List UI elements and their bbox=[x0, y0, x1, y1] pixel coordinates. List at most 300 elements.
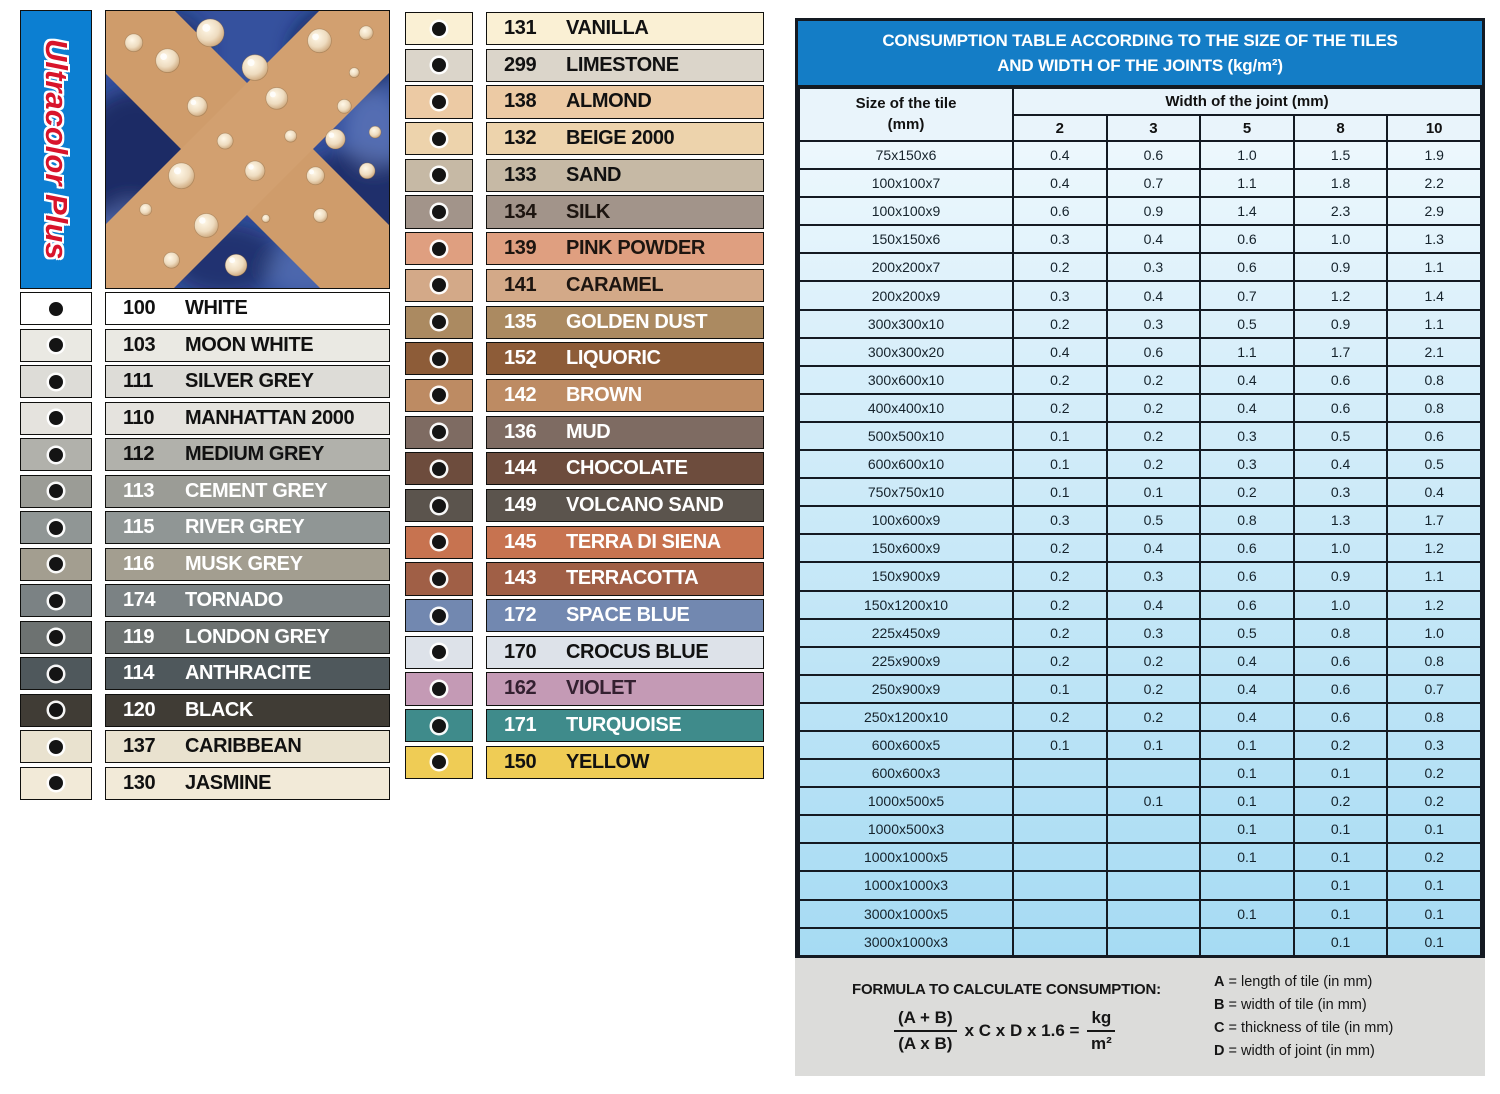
color-swatch bbox=[405, 49, 473, 82]
color-code: 174 bbox=[123, 589, 156, 611]
tile-size-cell: 1000x1000x5 bbox=[799, 843, 1013, 871]
table-row bbox=[799, 591, 1481, 619]
color-row bbox=[20, 584, 390, 617]
color-row bbox=[405, 159, 764, 192]
consumption-value-cell: 1.7 bbox=[1294, 338, 1388, 366]
consumption-value-cell: 0.6 bbox=[1200, 562, 1294, 590]
consumption-value-cell: 0.7 bbox=[1387, 675, 1481, 703]
color-swatch bbox=[20, 694, 92, 727]
color-name-cell bbox=[486, 746, 764, 779]
table-row bbox=[799, 843, 1481, 871]
table-row bbox=[799, 197, 1481, 225]
consumption-value-cell: 0.3 bbox=[1013, 225, 1107, 253]
color-list-warm-range bbox=[405, 12, 764, 782]
consumption-value-cell: 0.6 bbox=[1200, 225, 1294, 253]
color-row bbox=[405, 379, 764, 412]
color-swatch bbox=[20, 365, 92, 398]
bullet-dot-icon bbox=[432, 315, 446, 329]
bullet-dot-icon bbox=[49, 703, 63, 717]
color-name: VIOLET bbox=[566, 677, 636, 700]
color-code: 149 bbox=[504, 494, 537, 517]
color-name: CHOCOLATE bbox=[566, 457, 688, 480]
color-name: SAND bbox=[566, 163, 622, 186]
consumption-value-cell: 0.6 bbox=[1107, 141, 1201, 169]
bullet-dot-icon bbox=[49, 630, 63, 644]
color-name-cell bbox=[105, 329, 390, 362]
color-row bbox=[20, 621, 390, 654]
color-name-cell bbox=[105, 694, 390, 727]
table-row bbox=[799, 281, 1481, 309]
consumption-value-cell: 0.2 bbox=[1013, 310, 1107, 338]
consumption-value-cell: 0.7 bbox=[1107, 169, 1201, 197]
consumption-table bbox=[795, 18, 1485, 960]
consumption-value-cell: 0.4 bbox=[1013, 169, 1107, 197]
consumption-value-cell: 0.3 bbox=[1294, 478, 1388, 506]
consumption-value-cell: 0.2 bbox=[1107, 366, 1201, 394]
bullet-dot-icon bbox=[432, 205, 446, 219]
consumption-value-cell: 0.2 bbox=[1387, 843, 1481, 871]
color-row bbox=[20, 730, 390, 763]
color-name: LIQUORIC bbox=[566, 347, 661, 370]
consumption-value-cell: 0.1 bbox=[1387, 871, 1481, 899]
consumption-value-cell: 0.3 bbox=[1387, 731, 1481, 759]
color-row bbox=[20, 694, 390, 727]
color-code: 142 bbox=[504, 383, 537, 406]
color-name-cell bbox=[105, 657, 390, 690]
consumption-value-cell: 0.2 bbox=[1013, 703, 1107, 731]
color-name: TURQUOISE bbox=[566, 714, 682, 737]
bullet-dot-icon bbox=[432, 755, 446, 769]
consumption-value-cell: 0.1 bbox=[1294, 815, 1388, 843]
bullet-dot-icon bbox=[432, 719, 446, 733]
consumption-table-title bbox=[798, 21, 1482, 87]
color-name: MOON WHITE bbox=[185, 333, 314, 356]
color-row bbox=[20, 657, 390, 690]
consumption-value-cell bbox=[1013, 900, 1107, 928]
consumption-value-cell: 0.1 bbox=[1387, 928, 1481, 956]
table-row bbox=[799, 253, 1481, 281]
color-row bbox=[405, 636, 764, 669]
joint-width-10: 10 bbox=[1387, 115, 1481, 141]
color-name-cell bbox=[486, 306, 764, 339]
formula-fraction: $\frac{(A + B)}{\text{(A x B)}}$ bbox=[894, 1008, 957, 1054]
consumption-value-cell: 0.4 bbox=[1387, 478, 1481, 506]
table-row bbox=[799, 478, 1481, 506]
consumption-value-cell: 0.3 bbox=[1013, 506, 1107, 534]
joint-width-header: Width of the joint (mm) bbox=[1013, 88, 1481, 115]
consumption-value-cell: 0.2 bbox=[1107, 422, 1201, 450]
consumption-value-cell bbox=[1013, 815, 1107, 843]
color-name-cell bbox=[105, 511, 390, 544]
color-swatch bbox=[405, 159, 473, 192]
table-row bbox=[799, 928, 1481, 956]
tile-size-cell: 100x600x9 bbox=[799, 506, 1013, 534]
color-name-cell bbox=[486, 195, 764, 228]
consumption-value-cell: 0.1 bbox=[1107, 787, 1201, 815]
table-row bbox=[799, 450, 1481, 478]
color-code: 150 bbox=[504, 750, 537, 773]
consumption-value-cell: 0.5 bbox=[1294, 422, 1388, 450]
color-name-cell bbox=[105, 621, 390, 654]
consumption-value-cell: 1.2 bbox=[1387, 534, 1481, 562]
color-swatch bbox=[405, 636, 473, 669]
consumption-value-cell bbox=[1107, 900, 1201, 928]
consumption-value-cell: 0.1 bbox=[1107, 478, 1201, 506]
color-swatch bbox=[20, 730, 92, 763]
joint-width-3: 3 bbox=[1107, 115, 1201, 141]
consumption-value-cell: 0.4 bbox=[1200, 366, 1294, 394]
consumption-value-cell: 1.8 bbox=[1294, 169, 1388, 197]
consumption-value-cell: 0.6 bbox=[1294, 394, 1388, 422]
color-name: YELLOW bbox=[566, 750, 650, 773]
table-row bbox=[799, 169, 1481, 197]
tile-size-cell: 150x1200x10 bbox=[799, 591, 1013, 619]
consumption-value-cell: 0.2 bbox=[1107, 647, 1201, 675]
color-name-cell bbox=[105, 438, 390, 471]
color-name: TERRA DI SIENA bbox=[566, 530, 721, 553]
consumption-value-cell: 0.2 bbox=[1387, 759, 1481, 787]
color-code: 119 bbox=[123, 625, 155, 648]
color-name: CARIBBEAN bbox=[185, 735, 302, 757]
color-code: 103 bbox=[123, 333, 156, 356]
color-row bbox=[20, 292, 390, 325]
size-column-header: Size of the tile (mm) bbox=[799, 88, 1013, 141]
color-code: 152 bbox=[504, 347, 537, 370]
bullet-dot-icon bbox=[432, 609, 446, 623]
color-row bbox=[405, 489, 764, 522]
table-row bbox=[799, 422, 1481, 450]
consumption-table-body bbox=[799, 141, 1481, 956]
consumption-value-cell: 0.1 bbox=[1013, 450, 1107, 478]
consumption-value-cell: 1.1 bbox=[1200, 338, 1294, 366]
color-name: PINK POWDER bbox=[566, 237, 705, 260]
color-name-cell bbox=[486, 416, 764, 449]
color-code: 112 bbox=[123, 443, 155, 465]
consumption-value-cell: 0.6 bbox=[1294, 675, 1388, 703]
product-photo bbox=[105, 10, 390, 289]
tile-size-cell: 300x600x10 bbox=[799, 366, 1013, 394]
table-row bbox=[799, 534, 1481, 562]
color-name-cell bbox=[105, 548, 390, 581]
color-code: 299 bbox=[504, 53, 537, 76]
color-code: 132 bbox=[504, 127, 537, 150]
consumption-value-cell: 1.9 bbox=[1387, 141, 1481, 169]
bullet-dot-icon bbox=[49, 557, 63, 571]
color-name: GOLDEN DUST bbox=[566, 310, 708, 333]
consumption-value-cell: 0.1 bbox=[1200, 787, 1294, 815]
consumption-value-cell: 0.8 bbox=[1294, 619, 1388, 647]
color-swatch bbox=[405, 195, 473, 228]
consumption-value-cell: 0.5 bbox=[1200, 619, 1294, 647]
bullet-dot-icon bbox=[432, 132, 446, 146]
consumption-value-cell: 0.1 bbox=[1013, 731, 1107, 759]
color-name-cell bbox=[486, 709, 764, 742]
consumption-value-cell: 0.1 bbox=[1387, 900, 1481, 928]
color-code: 145 bbox=[504, 530, 537, 553]
legend-line: B = width of tile (in mm) bbox=[1214, 996, 1367, 1013]
color-row bbox=[405, 269, 764, 302]
consumption-value-cell: 0.3 bbox=[1107, 310, 1201, 338]
color-row bbox=[20, 402, 390, 435]
title-line-1: CONSUMPTION TABLE ACCORDING TO THE SIZE OF THE TILES bbox=[882, 30, 1398, 50]
legend-line: A = length of tile (in mm) bbox=[1214, 973, 1373, 990]
consumption-value-cell: 0.1 bbox=[1294, 871, 1388, 899]
brand-name: Ultracolor Plus bbox=[39, 39, 74, 260]
brand-banner bbox=[20, 10, 92, 289]
consumption-value-cell: 1.4 bbox=[1387, 281, 1481, 309]
consumption-value-cell: 0.3 bbox=[1200, 422, 1294, 450]
consumption-value-cell: 0.1 bbox=[1013, 478, 1107, 506]
consumption-value-cell: 0.2 bbox=[1013, 619, 1107, 647]
consumption-value-cell: 1.3 bbox=[1387, 225, 1481, 253]
color-name: MUSK GREY bbox=[185, 552, 303, 575]
color-name-cell bbox=[486, 269, 764, 302]
color-name: MANHATTAN 2000 bbox=[185, 406, 355, 429]
table-row bbox=[799, 506, 1481, 534]
tile-size-cell: 250x900x9 bbox=[799, 675, 1013, 703]
color-name-cell bbox=[105, 584, 390, 617]
color-name: BLACK bbox=[185, 698, 253, 721]
consumption-value-cell: 0.3 bbox=[1013, 281, 1107, 309]
tile-size-cell: 1000x500x3 bbox=[799, 815, 1013, 843]
consumption-value-cell: 1.1 bbox=[1200, 169, 1294, 197]
table-row bbox=[799, 366, 1481, 394]
bullet-dot-icon bbox=[432, 95, 446, 109]
tile-size-cell: 750x750x10 bbox=[799, 478, 1013, 506]
consumption-value-cell: 0.5 bbox=[1107, 506, 1201, 534]
color-name-cell bbox=[486, 599, 764, 632]
consumption-value-cell: 0.2 bbox=[1013, 562, 1107, 590]
bullet-dot-icon bbox=[432, 352, 446, 366]
consumption-value-cell: 0.2 bbox=[1387, 787, 1481, 815]
color-name: JASMINE bbox=[185, 771, 272, 794]
color-name: WHITE bbox=[185, 297, 248, 319]
color-name: LIMESTONE bbox=[566, 53, 679, 76]
consumption-value-cell: 0.1 bbox=[1013, 422, 1107, 450]
color-code: 144 bbox=[504, 457, 537, 480]
consumption-value-cell: 1.3 bbox=[1294, 506, 1388, 534]
table-row bbox=[799, 562, 1481, 590]
color-name: TORNADO bbox=[185, 589, 283, 611]
color-row bbox=[20, 438, 390, 471]
consumption-value-cell: 0.1 bbox=[1387, 815, 1481, 843]
color-name: BEIGE 2000 bbox=[566, 127, 675, 150]
color-swatch bbox=[405, 526, 473, 559]
color-code: 134 bbox=[504, 200, 537, 223]
table-row bbox=[799, 310, 1481, 338]
consumption-value-cell: 0.4 bbox=[1013, 141, 1107, 169]
color-code: 138 bbox=[504, 90, 537, 113]
consumption-value-cell: 0.2 bbox=[1107, 703, 1201, 731]
consumption-value-cell: 0.2 bbox=[1294, 787, 1388, 815]
color-swatch bbox=[20, 548, 92, 581]
consumption-value-cell: 0.2 bbox=[1107, 675, 1201, 703]
color-name-cell bbox=[486, 342, 764, 375]
consumption-value-cell: 0.3 bbox=[1107, 253, 1201, 281]
legend-line: C = thickness of tile (in mm) bbox=[1214, 1020, 1394, 1036]
table-row bbox=[799, 759, 1481, 787]
consumption-value-cell: 1.7 bbox=[1387, 506, 1481, 534]
consumption-value-cell bbox=[1013, 871, 1107, 899]
consumption-value-cell: 0.6 bbox=[1294, 703, 1388, 731]
table-row bbox=[799, 815, 1481, 843]
color-name-cell bbox=[486, 636, 764, 669]
consumption-value-cell: 0.8 bbox=[1387, 366, 1481, 394]
consumption-value-cell: 0.4 bbox=[1107, 591, 1201, 619]
table-row bbox=[799, 787, 1481, 815]
color-name-cell bbox=[105, 292, 390, 325]
consumption-value-cell: 1.1 bbox=[1387, 562, 1481, 590]
color-row bbox=[405, 49, 764, 82]
bullet-dot-icon bbox=[432, 572, 446, 586]
color-row bbox=[405, 12, 764, 45]
tile-size-cell: 150x600x9 bbox=[799, 534, 1013, 562]
consumption-value-cell: 0.2 bbox=[1294, 731, 1388, 759]
color-swatch bbox=[405, 452, 473, 485]
color-row bbox=[405, 709, 764, 742]
consumption-value-cell: 0.4 bbox=[1200, 675, 1294, 703]
color-row bbox=[405, 342, 764, 375]
table-row bbox=[799, 731, 1481, 759]
consumption-value-cell: 1.0 bbox=[1294, 591, 1388, 619]
bullet-dot-icon bbox=[432, 425, 446, 439]
formula-box bbox=[795, 958, 1485, 1076]
bullet-dot-icon bbox=[432, 535, 446, 549]
color-name: MUD bbox=[566, 420, 611, 443]
consumption-value-cell: 0.4 bbox=[1013, 338, 1107, 366]
color-row bbox=[405, 195, 764, 228]
color-swatch bbox=[405, 709, 473, 742]
formula-section bbox=[852, 981, 1192, 1054]
color-swatch bbox=[405, 122, 473, 155]
consumption-value-cell: 0.3 bbox=[1107, 619, 1201, 647]
tile-size-cell: 500x500x10 bbox=[799, 422, 1013, 450]
color-code: 139 bbox=[504, 237, 537, 260]
bullet-dot-icon bbox=[432, 388, 446, 402]
consumption-value-cell: 0.2 bbox=[1013, 647, 1107, 675]
color-code: 110 bbox=[123, 406, 155, 429]
consumption-value-cell bbox=[1013, 843, 1107, 871]
consumption-value-cell: 1.0 bbox=[1294, 534, 1388, 562]
color-swatch bbox=[20, 584, 92, 617]
color-code: 120 bbox=[123, 698, 156, 721]
color-name: MEDIUM GREY bbox=[185, 443, 324, 465]
consumption-value-cell: 0.7 bbox=[1200, 281, 1294, 309]
color-row bbox=[405, 746, 764, 779]
color-code: 135 bbox=[504, 310, 537, 333]
color-name-cell bbox=[486, 489, 764, 522]
color-code: 170 bbox=[504, 640, 537, 663]
consumption-value-cell: 1.0 bbox=[1294, 225, 1388, 253]
formula-heading: FORMULA TO CALCULATE CONSUMPTION: bbox=[852, 980, 1161, 998]
color-swatch bbox=[20, 767, 92, 800]
consumption-value-cell: 1.0 bbox=[1387, 619, 1481, 647]
color-code: 116 bbox=[123, 552, 155, 575]
consumption-value-cell: 0.6 bbox=[1200, 253, 1294, 281]
color-row bbox=[405, 672, 764, 705]
joint-width-2: 2 bbox=[1013, 115, 1107, 141]
color-name-cell bbox=[486, 452, 764, 485]
color-code: 130 bbox=[123, 771, 156, 794]
consumption-value-cell: 0.6 bbox=[1294, 366, 1388, 394]
color-swatch bbox=[20, 292, 92, 325]
consumption-value-cell: 0.4 bbox=[1200, 703, 1294, 731]
color-name: CEMENT GREY bbox=[185, 479, 328, 502]
color-swatch bbox=[405, 562, 473, 595]
color-row bbox=[20, 475, 390, 508]
bullet-dot-icon bbox=[49, 448, 63, 462]
color-name-cell bbox=[486, 159, 764, 192]
consumption-value-cell: 0.1 bbox=[1200, 815, 1294, 843]
bullet-dot-icon bbox=[49, 776, 63, 790]
consumption-value-cell: 2.9 bbox=[1387, 197, 1481, 225]
consumption-value-cell: 0.1 bbox=[1294, 928, 1388, 956]
color-row bbox=[20, 511, 390, 544]
color-name-cell bbox=[486, 122, 764, 155]
consumption-value-cell: 0.8 bbox=[1387, 703, 1481, 731]
title-line-2: AND WIDTH OF THE JOINTS (kg/m²) bbox=[997, 56, 1283, 75]
color-name: CARAMEL bbox=[566, 273, 664, 296]
consumption-value-cell: 0.6 bbox=[1107, 338, 1201, 366]
tile-size-cell: 600x600x10 bbox=[799, 450, 1013, 478]
color-name-cell bbox=[105, 730, 390, 763]
consumption-value-cell: 0.4 bbox=[1200, 394, 1294, 422]
color-swatch bbox=[405, 672, 473, 705]
color-code: 111 bbox=[123, 370, 153, 392]
consumption-value-cell: 0.6 bbox=[1200, 534, 1294, 562]
consumption-value-cell: 0.1 bbox=[1200, 900, 1294, 928]
color-name-cell bbox=[105, 402, 390, 435]
color-swatch bbox=[405, 489, 473, 522]
color-swatch bbox=[405, 12, 473, 45]
color-name-cell bbox=[105, 365, 390, 398]
consumption-value-cell: 0.1 bbox=[1294, 843, 1388, 871]
color-name-cell bbox=[486, 562, 764, 595]
consumption-value-cell bbox=[1107, 815, 1201, 843]
consumption-value-cell: 0.4 bbox=[1107, 225, 1201, 253]
color-code: 172 bbox=[504, 604, 537, 627]
color-name-cell bbox=[486, 49, 764, 82]
color-name-cell bbox=[105, 767, 390, 800]
color-name-cell bbox=[486, 232, 764, 265]
color-name-cell bbox=[486, 85, 764, 118]
table-row bbox=[799, 338, 1481, 366]
consumption-value-cell: 0.6 bbox=[1013, 197, 1107, 225]
consumption-value-cell: 0.4 bbox=[1107, 281, 1201, 309]
bullet-dot-icon bbox=[432, 278, 446, 292]
table-row bbox=[799, 675, 1481, 703]
table-row bbox=[799, 647, 1481, 675]
formula-result-fraction: $\frac{kg}{\text{m²}}$ bbox=[1087, 1008, 1115, 1054]
consumption-value-cell: 0.1 bbox=[1200, 843, 1294, 871]
consumption-value-cell: 1.5 bbox=[1294, 141, 1388, 169]
consumption-value-cell bbox=[1107, 871, 1201, 899]
consumption-value-cell: 0.9 bbox=[1294, 310, 1388, 338]
color-name: CROCUS BLUE bbox=[566, 640, 709, 663]
consumption-value-cell: 0.1 bbox=[1200, 731, 1294, 759]
tile-size-cell: 3000x1000x5 bbox=[799, 900, 1013, 928]
formula-expression bbox=[894, 1008, 1192, 1054]
color-swatch bbox=[20, 329, 92, 362]
bullet-dot-icon bbox=[432, 499, 446, 513]
color-row bbox=[20, 365, 390, 398]
color-swatch bbox=[405, 232, 473, 265]
color-code: 141 bbox=[504, 273, 537, 296]
color-row bbox=[20, 548, 390, 581]
bullet-dot-icon bbox=[432, 242, 446, 256]
joint-width-5: 5 bbox=[1200, 115, 1294, 141]
tile-size-cell: 200x200x9 bbox=[799, 281, 1013, 309]
